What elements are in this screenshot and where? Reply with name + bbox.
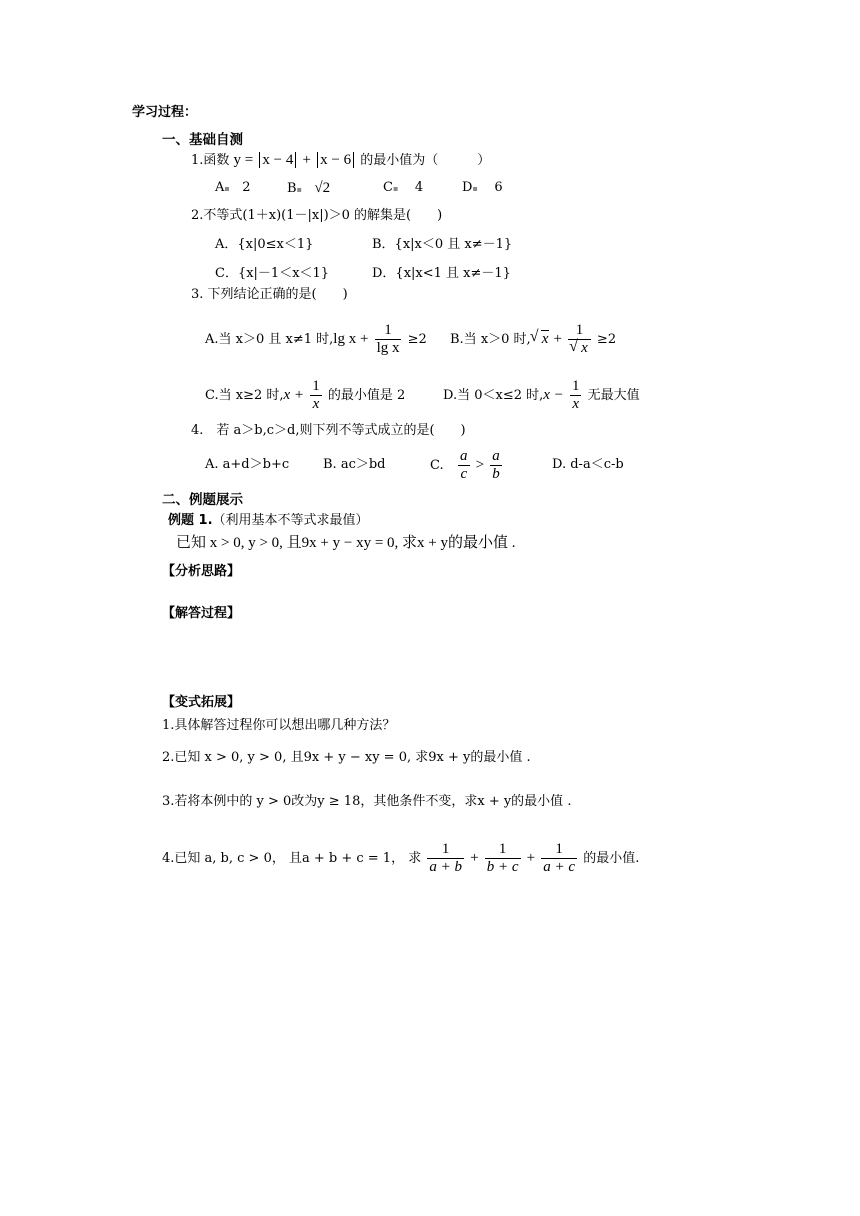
- solution-heading: 【解答过程】: [162, 606, 241, 621]
- q4-option-c: C. $\frac{a}{c}$ > $\frac{a}{b}$: [430, 448, 500, 482]
- variant-1: 1.具体解答过程你可以想出哪几种方法？: [162, 718, 396, 733]
- question-1: [191, 150, 490, 171]
- q2-option-a: A．{x|0≤x＜1}: [215, 237, 314, 252]
- q4-option-a: A. a+d＞b+c: [205, 457, 290, 472]
- q1-option-a: A▪ 2: [215, 180, 251, 195]
- q2-option-c: C．{x|－1＜x＜1}: [215, 266, 330, 281]
- variant-2: 2.已知 x > 0, y > 0, 且9x + y − xy = 0, 求9x + y的最小值 .: [162, 750, 531, 765]
- q3-option-d: D.当 0＜x≤2 时,x − $\frac{1}{x}$ 无最大值: [443, 378, 640, 412]
- q3-option-c: C.当 x≥2 时,x + $\frac{1}{x}$ 的最小值是 2: [205, 378, 406, 412]
- q1-option-b: B▪ √2: [287, 180, 331, 196]
- example-1-statement: 已知 x > 0, y > 0, 且9x + y − xy = 0, 求x + y的最小值 .: [176, 535, 516, 551]
- q3-option-b: B.当 x＞0 时,√ x + 1 √ x ≥2: [450, 320, 616, 359]
- q4-option-b: B. ac＞bd: [323, 457, 386, 472]
- q1-plus: +: [302, 152, 311, 168]
- variants-heading: 【变式拓展】: [162, 695, 241, 710]
- q1-formula-lhs: y =: [233, 152, 254, 168]
- q4-option-d: D. d-a＜c-b: [552, 457, 624, 472]
- section-1-title: 一、基础自测: [162, 132, 243, 148]
- q1-option-d: D▪ 6: [462, 180, 503, 195]
- question-4: 4. 若 a＞b,c＞d,则下列不等式成立的是( ): [191, 423, 466, 438]
- q1-suffix: 的最小值为（ ）: [360, 153, 491, 168]
- question-3: 3. 下列结论正确的是( ): [191, 287, 348, 302]
- page-heading: 学习过程：: [132, 105, 198, 120]
- q2-option-b: B．{x|x＜0 且 x≠－1}: [372, 237, 513, 252]
- example-1-heading: 例题 1.（利用基本不等式求最值）: [168, 513, 369, 528]
- q2-option-d: D．{x|x<1 且 x≠－1}: [372, 266, 511, 281]
- section-2-title: 二、例题展示: [162, 492, 243, 508]
- variant-4: 4.已知 a, b, c > 0， 且a + b + c = 1， 求 $\frac{1}{a + b}$ + $\frac{1}{b + c}$ + $\frac{1}{a + c}$ 的最小值.: [162, 841, 640, 875]
- q3-option-a: A.当 x＞0 且 x≠1 时,lg x + $\frac{1}{\text{lg x}}$ ≥2: [205, 322, 427, 356]
- q1-option-c: C▪ 4: [383, 180, 424, 195]
- q1-abs-term-1: x − 4: [259, 152, 296, 168]
- q1-prefix: 1.函数: [191, 153, 230, 168]
- question-2: 2.不等式(1＋x)(1－|x|)＞0 的解集是( ): [191, 208, 443, 223]
- analysis-heading: 【分析思路】: [162, 564, 241, 579]
- q1-abs-term-2: x − 6: [317, 152, 354, 168]
- variant-3: 3.若将本例中的 y > 0改为y ≥ 18，其他条件不变，求x + y的最小值 .: [162, 794, 572, 809]
